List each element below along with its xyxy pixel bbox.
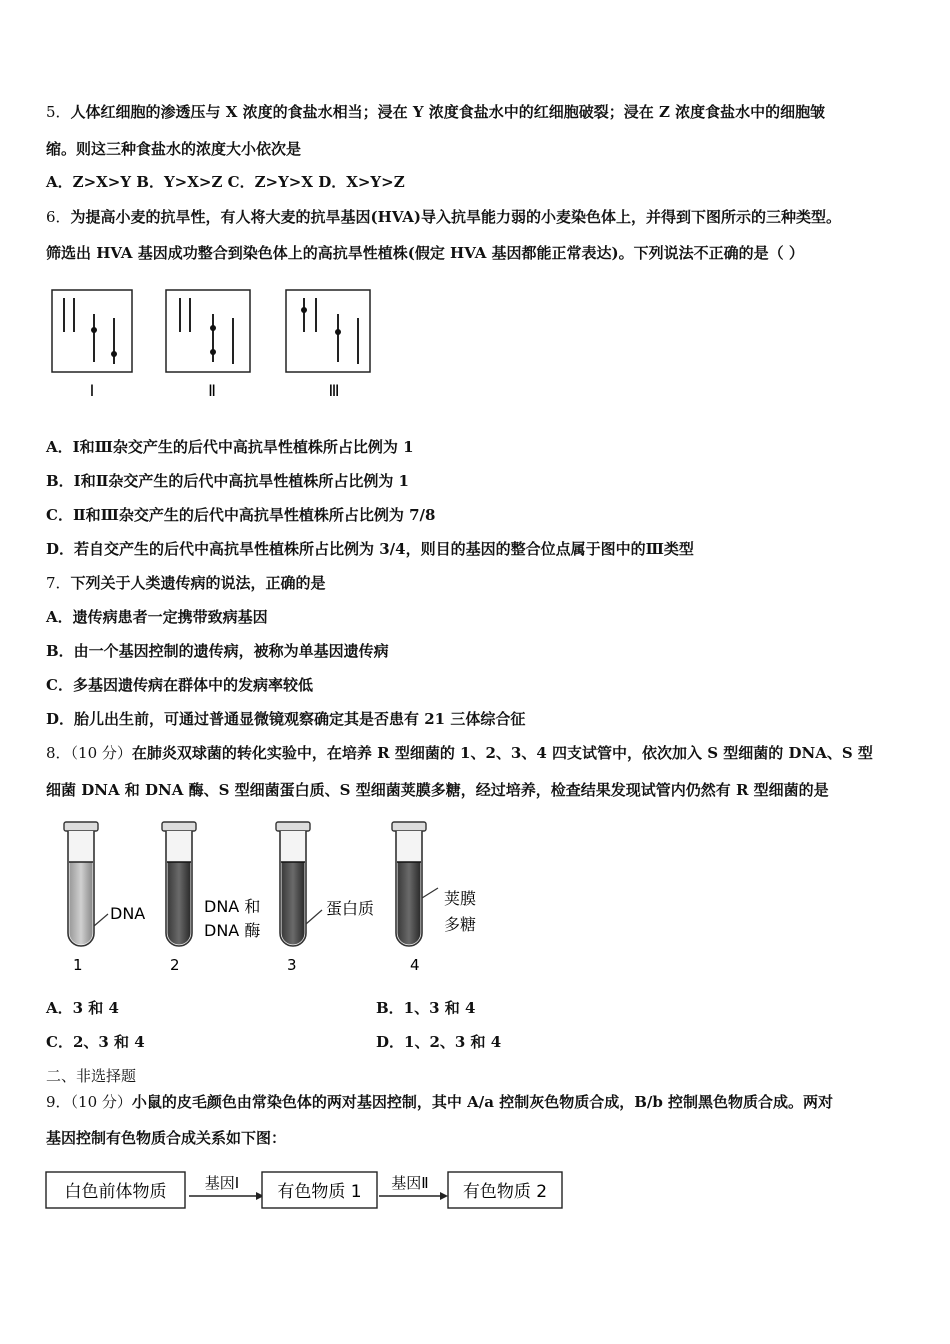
q9-stem-line2: 基因控制有色物质合成关系如下图： <box>46 1129 287 1147</box>
section-title: 二、非选择题 <box>46 1067 137 1085</box>
q8-stem-line2: 细菌 DNA 和 DNA 酶、S 型细菌蛋白质、S 型细菌荚膜多糖，经过培养，检查结果发现试管内仍然有 R 型细菌的是 <box>46 781 829 799</box>
chromosome-box-2 <box>166 290 250 372</box>
tube-3-number: 3 <box>287 956 297 974</box>
q7-option-d: D．胎儿出生前，可通过普通显微镜观察确定其是否患有 21 三体综合征 <box>46 710 526 728</box>
test-tube-2 <box>162 822 196 946</box>
flow-box-3-label: 有色物质 2 <box>462 1182 548 1202</box>
chromosome-figure <box>46 284 386 404</box>
hva-gene-dot <box>210 325 216 331</box>
flow-arrow-1-label: 基因Ⅰ <box>204 1174 240 1192</box>
q8-option-c: C．2、3 和 4 <box>46 1033 145 1051</box>
tube-2-label-line2: DNA 酶 <box>204 921 261 940</box>
q6-stem-line2: 筛选出 HVA 基因成功整合到染色体上的高抗旱性植株(假定 HVA 基因都能正常表达)。下列说法不正确的是（ ） <box>46 244 804 262</box>
flow-box-2-label: 有色物质 1 <box>277 1182 362 1202</box>
q7-number: 7． <box>46 574 71 592</box>
tube-4-number: 4 <box>410 956 420 974</box>
arrow-head-icon <box>440 1192 448 1200</box>
hva-gene-dot <box>210 349 216 355</box>
hva-gene-dot <box>335 329 341 335</box>
q7-stem: 7．下列关于人类遗传病的说法，正确的是 <box>46 574 326 592</box>
q5-number: 5． <box>46 103 71 121</box>
q6-option-d: D．若自交产生的后代中高抗旱性植株所占比例为 3/4，则目的基因的整合位点属于图中的Ⅲ类型 <box>46 540 694 558</box>
q8-number: 8．（10 分） <box>46 744 132 762</box>
test-tube-1 <box>64 822 98 946</box>
q6-option-c: C．Ⅱ和Ⅲ杂交产生的后代中高抗旱性植株所占比例为 7/8 <box>46 506 436 524</box>
q6-number: 6． <box>46 208 71 226</box>
q8-stem-line1: 8．（10 分）在肺炎双球菌的转化实验中，在培养 R 型细菌的 1、2、3、4 四支试管中，依次加入 S 型细菌的 DNA、S 型 <box>46 744 873 762</box>
flow-arrow-2-label: 基因Ⅱ <box>391 1174 429 1192</box>
q9-stem-line1: 9．（10 分）小鼠的皮毛颜色由常染色体的两对基因控制，其中 A/a 控制灰色物质合成，B/b 控制黑色物质合成。两对 <box>46 1093 834 1111</box>
hva-gene-dot <box>111 351 117 357</box>
q8-option-d: D．1、2、3 和 4 <box>376 1033 502 1051</box>
hva-gene-dot <box>91 327 97 333</box>
figure-label-1: Ⅰ <box>89 381 95 400</box>
q8-option-a: A．3 和 4 <box>46 999 119 1017</box>
tube-2-number: 2 <box>170 956 180 974</box>
figure-label-2: Ⅱ <box>208 381 216 400</box>
flow-box-1-label: 白色前体物质 <box>64 1182 167 1202</box>
tube-2-label-line1: DNA 和 <box>204 897 261 916</box>
tube-3-label: 蛋白质 <box>326 899 375 918</box>
q7-option-a: A．遗传病患者一定携带致病基因 <box>46 608 268 626</box>
tube-4-label-line1: 荚膜 <box>444 889 477 908</box>
test-tube-figure <box>50 818 510 983</box>
q5-stem-line2: 缩。则这三种食盐水的浓度大小依次是 <box>46 140 302 158</box>
q9-number: 9．（10 分） <box>46 1093 132 1111</box>
tube-1-label: DNA <box>110 904 146 923</box>
q5-stem-line1: 5．人体红细胞的渗透压与 X 浓度的食盐水相当；浸在 Y 浓度食盐水中的红细胞破裂；浸在 Z 浓度食盐水中的细胞皱 <box>46 103 826 121</box>
synthesis-flow-diagram <box>44 1166 570 1216</box>
q8-option-b: B．1、3 和 4 <box>376 999 476 1017</box>
q5-options: A．Z>X>Y B．Y>X>Z C．Z>Y>X D．X>Y>Z <box>46 173 405 191</box>
tube-1-number: 1 <box>73 956 83 974</box>
tube-4-label-line2: 多糖 <box>444 915 477 934</box>
figure-label-3: Ⅲ <box>328 381 340 400</box>
q6-stem-line1: 6．为提高小麦的抗旱性，有人将大麦的抗旱基因(HVA)导入抗旱能力弱的小麦染色体上，并得到下图所示的三种类型。 <box>46 208 842 226</box>
q6-option-a: A．Ⅰ和Ⅲ杂交产生的后代中高抗旱性植株所占比例为 1 <box>46 438 414 456</box>
test-tube-3 <box>276 822 310 946</box>
hva-gene-dot <box>301 307 307 313</box>
q6-option-b: B．Ⅰ和Ⅱ杂交产生的后代中高抗旱性植株所占比例为 1 <box>46 472 409 490</box>
q7-option-b: B．由一个基因控制的遗传病，被称为单基因遗传病 <box>46 642 389 660</box>
q7-option-c: C．多基因遗传病在群体中的发病率较低 <box>46 676 313 694</box>
test-tube-4 <box>392 822 426 946</box>
